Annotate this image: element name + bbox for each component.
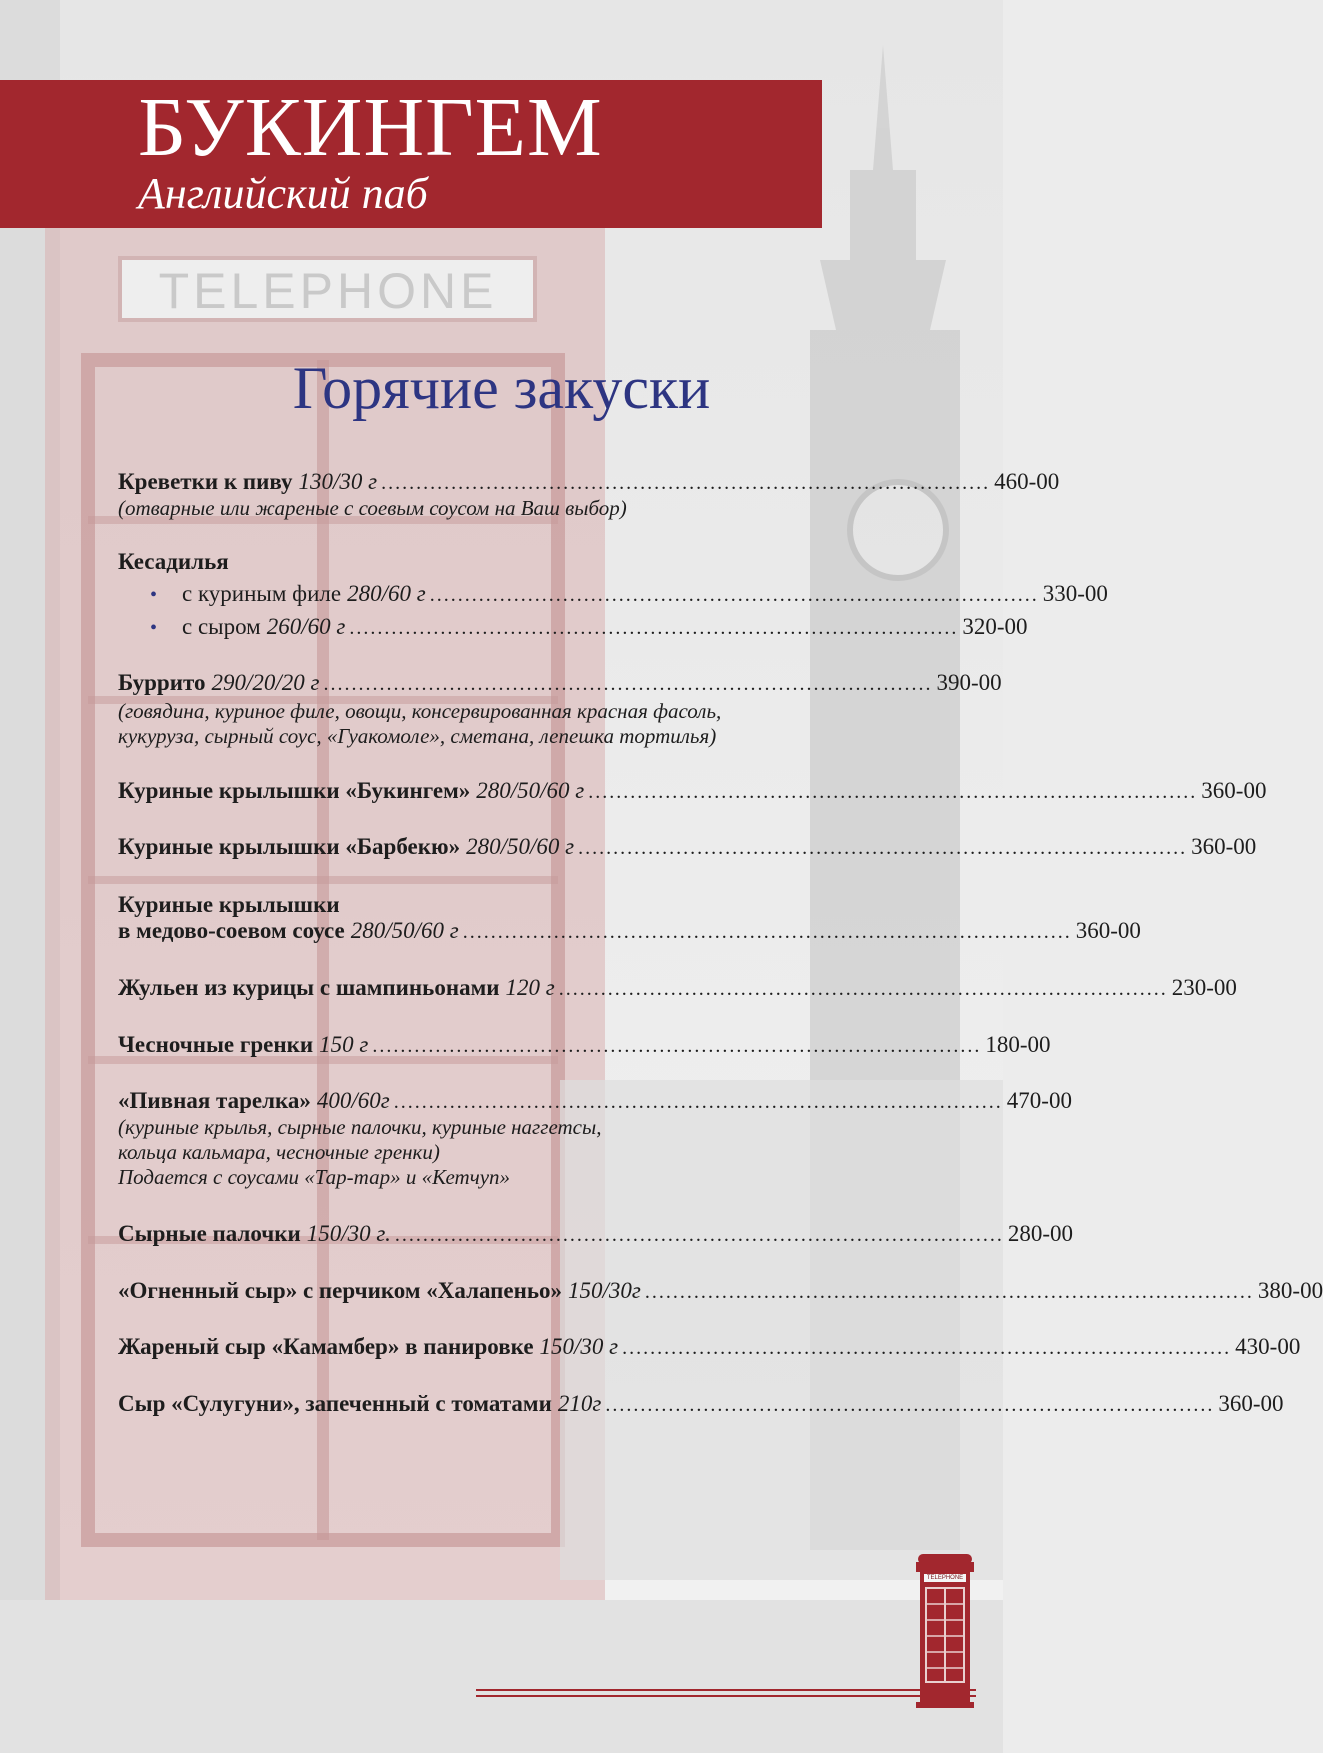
menu-item bbox=[118, 1221, 1073, 1249]
item-weight: 150 г bbox=[319, 1032, 369, 1057]
item-name: «Пивная тарелка» bbox=[118, 1088, 311, 1113]
item-weight: 150/30 г bbox=[539, 1334, 619, 1359]
item-name: Кесадилья bbox=[118, 549, 229, 574]
menu-item bbox=[118, 1391, 1284, 1419]
menu-item bbox=[118, 918, 1141, 946]
item-weight: 210г bbox=[557, 1391, 602, 1416]
leader-dots: ....................................................................................... bbox=[644, 1281, 1254, 1303]
item-weight: 280/50/60 г bbox=[466, 834, 575, 859]
leader-dots: ....................................................................................... bbox=[323, 673, 933, 695]
leader-dots: ....................................................................................... bbox=[622, 1337, 1232, 1359]
item-name: Куриные крылышки «Барбекю» bbox=[118, 834, 461, 859]
item-weight: 400/60г bbox=[316, 1088, 390, 1113]
menu-item bbox=[118, 1032, 1051, 1060]
item-name-line1: Куриные крылышки bbox=[118, 892, 340, 917]
item-name: Сыр «Сулугуни», запеченный с томатами bbox=[118, 1391, 552, 1416]
item-price: 280-00 bbox=[1007, 1221, 1073, 1246]
menu-item bbox=[118, 1088, 1072, 1116]
item-weight: 150/30 г. bbox=[306, 1221, 391, 1246]
leader-dots: ....................................................................................... bbox=[393, 1091, 1003, 1113]
item-weight: 120 г bbox=[505, 975, 555, 1000]
item-description: Подается с соусами «Тар-тар» и «Кетчуп» bbox=[118, 1165, 511, 1189]
item-description: кукуруза, сырный соус, «Гуакомоле», сметана, лепешка тортилья) bbox=[118, 724, 717, 748]
menu-item bbox=[118, 1278, 1323, 1306]
item-price: 430-00 bbox=[1235, 1334, 1301, 1359]
item-name: Буррито bbox=[118, 670, 206, 695]
item-price: 460-00 bbox=[994, 469, 1060, 494]
item-name: Чесночные гренки bbox=[118, 1032, 314, 1057]
item-description: (говядина, куриное филе, овощи, консервированная красная фасоль, bbox=[118, 699, 722, 723]
menu-item bbox=[118, 778, 1267, 806]
booth-sign: TELEPHONE bbox=[158, 263, 498, 319]
menu-item bbox=[118, 670, 1002, 698]
bullet-icon: • bbox=[150, 584, 158, 606]
booth-icon-label: TELEPHONE bbox=[926, 1575, 964, 1581]
item-price: 230-00 bbox=[1171, 975, 1237, 1000]
item-description: (отварные или жареные с соевым соусом на Ваш выбор) bbox=[118, 496, 627, 520]
brand-subtitle: Английский паб bbox=[138, 169, 428, 218]
menu-option bbox=[182, 614, 1028, 642]
bullet-icon: • bbox=[150, 617, 158, 639]
option-name: с сыром bbox=[182, 614, 261, 639]
option-weight: 280/60 г bbox=[347, 581, 426, 606]
item-weight: 150/30г bbox=[568, 1278, 641, 1303]
item-name: «Огненный сыр» с перчиком «Халапеньо» bbox=[118, 1278, 563, 1303]
item-price: 360-00 bbox=[1201, 778, 1267, 803]
item-name: Куриные крылышки «Букингем» bbox=[118, 778, 471, 803]
leader-dots: ....................................................................................... bbox=[605, 1394, 1215, 1416]
section-title: Горячие закуски bbox=[292, 355, 711, 421]
item-name: Сырные палочки bbox=[118, 1221, 301, 1246]
item-price: 470-00 bbox=[1006, 1088, 1072, 1113]
brand-title: БУКИНГЕМ bbox=[138, 81, 603, 174]
option-price: 320-00 bbox=[962, 614, 1028, 639]
telephone-booth-icon bbox=[914, 1548, 976, 1708]
item-name: Жареный сыр «Камамбер» в панировке bbox=[118, 1334, 534, 1359]
footer-rule bbox=[476, 1689, 976, 1691]
leader-dots: ....................................................................................... bbox=[558, 978, 1168, 1000]
footer-rule bbox=[476, 1695, 976, 1697]
option-name: с куриным филе bbox=[182, 581, 342, 606]
menu-item bbox=[118, 834, 1257, 862]
item-price: 360-00 bbox=[1218, 1391, 1284, 1416]
item-price: 380-00 bbox=[1257, 1278, 1323, 1303]
item-name: Креветки к пиву bbox=[118, 469, 293, 494]
item-price: 360-00 bbox=[1191, 834, 1257, 859]
item-weight: 130/30 г bbox=[298, 469, 378, 494]
menu-item bbox=[118, 469, 1060, 497]
item-price: 180-00 bbox=[985, 1032, 1051, 1057]
item-name: Жульен из курицы с шампиньонами bbox=[118, 975, 500, 1000]
menu-item bbox=[118, 1334, 1301, 1362]
leader-dots: ....................................................................................... bbox=[349, 617, 959, 639]
leader-dots: ....................................................................................... bbox=[578, 837, 1188, 859]
menu-option bbox=[182, 581, 1108, 609]
item-weight: 290/20/20 г bbox=[211, 670, 320, 695]
item-weight: 280/50/60 г bbox=[476, 778, 585, 803]
item-description: (куриные крылья, сырные палочки, куриные наггетсы, bbox=[118, 1115, 602, 1139]
item-price: 390-00 bbox=[936, 670, 1002, 695]
leader-dots: ....................................................................................... bbox=[588, 781, 1198, 803]
option-weight: 260/60 г bbox=[266, 614, 346, 639]
leader-dots: ....................................................................................... bbox=[429, 584, 1039, 606]
option-price: 330-00 bbox=[1042, 581, 1108, 606]
menu-item bbox=[118, 975, 1237, 1003]
item-price: 360-00 bbox=[1075, 918, 1141, 943]
item-weight: 280/50/60 г bbox=[350, 918, 459, 943]
item-description: кольца кальмара, чесночные гренки) bbox=[118, 1140, 440, 1164]
leader-dots: ....................................................................................... bbox=[372, 1035, 982, 1057]
leader-dots: ....................................................................................... bbox=[381, 472, 991, 494]
item-name: в медово-соевом соусе bbox=[118, 918, 345, 943]
leader-dots: ....................................................................................... bbox=[394, 1224, 1004, 1246]
leader-dots: ....................................................................................... bbox=[462, 921, 1072, 943]
